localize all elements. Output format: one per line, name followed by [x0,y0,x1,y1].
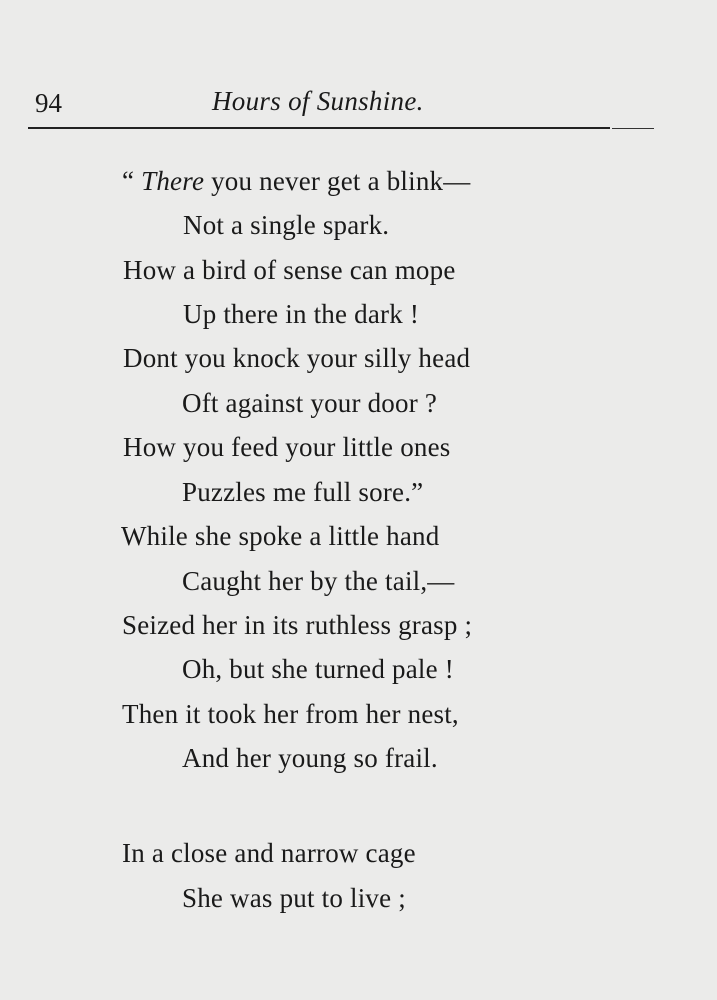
poem-line: Oh, but she turned pale ! [182,654,454,684]
poem-line-text: you never get a blink— [204,166,471,196]
poem-line: And her young so frail. [182,743,438,773]
running-title: Hours of Sunshine. [212,86,424,116]
poem-line: Dont you knock your silly head [123,343,471,373]
header-rule-tail [612,128,654,129]
emphasized-word: There [141,166,205,196]
poem-line: Then it took her from her nest, [122,699,459,729]
poem-line [122,164,470,198]
poem-line: How you feed your little ones [123,432,451,462]
poem-line: Oft against your door ? [182,388,438,418]
poem-line: She was put to live ; [182,883,406,913]
poem-line: Caught her by the tail,— [182,566,455,596]
poem-line: Seized her in its ruthless grasp ; [122,610,473,640]
poem-line: How a bird of sense can mope [123,255,456,285]
poem-line: While she spoke a little hand [121,521,440,551]
poem-line: Puzzles me full sore.” [182,477,424,507]
header-rule [28,127,610,129]
opening-quote: “ [122,166,135,196]
poem-line: Up there in the dark ! [183,299,420,329]
page-number: 94 [35,88,62,118]
poem-line: Not a single spark. [183,210,390,240]
poem-line: In a close and narrow cage [122,838,416,868]
